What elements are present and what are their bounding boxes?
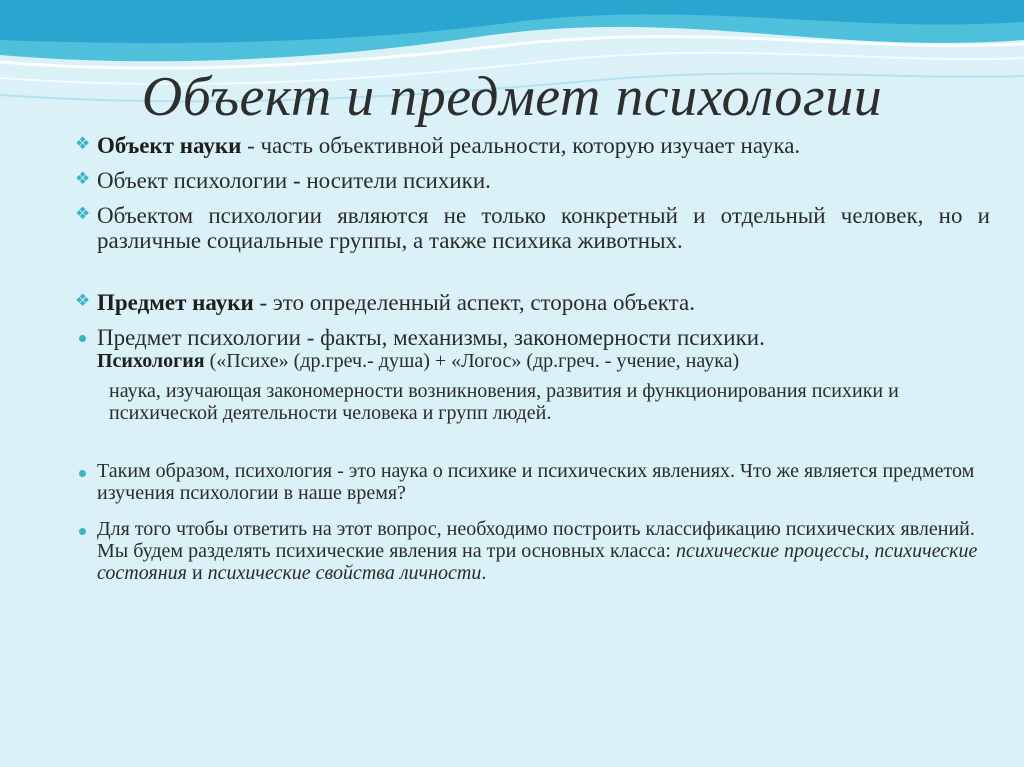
diamond-bullet-icon: ❖ — [75, 134, 91, 153]
bullet-object-of-science: ❖ Объект науки - часть объективной реальности, которую изучает наука. — [75, 133, 801, 158]
emphasis-processes-states: психические процессы, психические состояния — [97, 540, 978, 584]
dot-bullet-icon — [79, 470, 86, 477]
term-psychology: Психология — [97, 350, 205, 372]
bullet-subject-of-science: ❖ Предмет науки - это определенный аспект, сторона объекта. — [75, 290, 695, 315]
psychology-definition: наука, изучающая закономерности возникновения, развития и функционирования психики и психической деятельности человека и групп людей. — [109, 380, 899, 424]
diamond-bullet-icon: ❖ — [75, 291, 91, 310]
dot-bullet-icon — [79, 335, 86, 342]
bullet-conclusion: Таким образом, психология - это наука о психике и психических явлениях. Что же является предметом изучения психологии в наше время? — [75, 460, 990, 504]
emphasis-personality-traits: психические свойства личности — [207, 562, 482, 584]
diamond-bullet-icon: ❖ — [75, 204, 91, 223]
bullet-subject-of-psychology: Предмет психологии - факты, механизмы, закономерности психики. Психология («Психе» (др.греч.- душа) + «Логос» (др.греч. - учение, наука) наука, изучающая закономерности возникновения, развития и функционирования психики и психической деятельности человека и групп людей. — [75, 325, 990, 424]
bullet-object-of-psychology: ❖ Объект психологии - носители психики. — [75, 168, 491, 193]
bullet-object-scope: ❖ Объектом психологии являются не только конкретный и отдельный человек, но и различные социальные группы, а также психика животных. — [75, 203, 990, 253]
bullet-classification: Для того чтобы ответить на этот вопрос, необходимо построить классификацию психических явлений. Мы будем разделять психические явления на три основных класса: психические процессы, психические состояния и психические свойства личности. — [75, 518, 990, 584]
diamond-bullet-icon: ❖ — [75, 169, 91, 188]
dot-bullet-icon — [79, 528, 86, 535]
term-subject-of-science: Предмет науки — [97, 290, 254, 315]
slide-title: Объект и предмет психологии — [141, 66, 883, 128]
term-object-of-science: Объект науки — [97, 133, 242, 158]
etymology-line: Психология («Психе» (др.греч.- душа) + «Логос» (др.греч. - учение, наука) — [97, 350, 740, 372]
